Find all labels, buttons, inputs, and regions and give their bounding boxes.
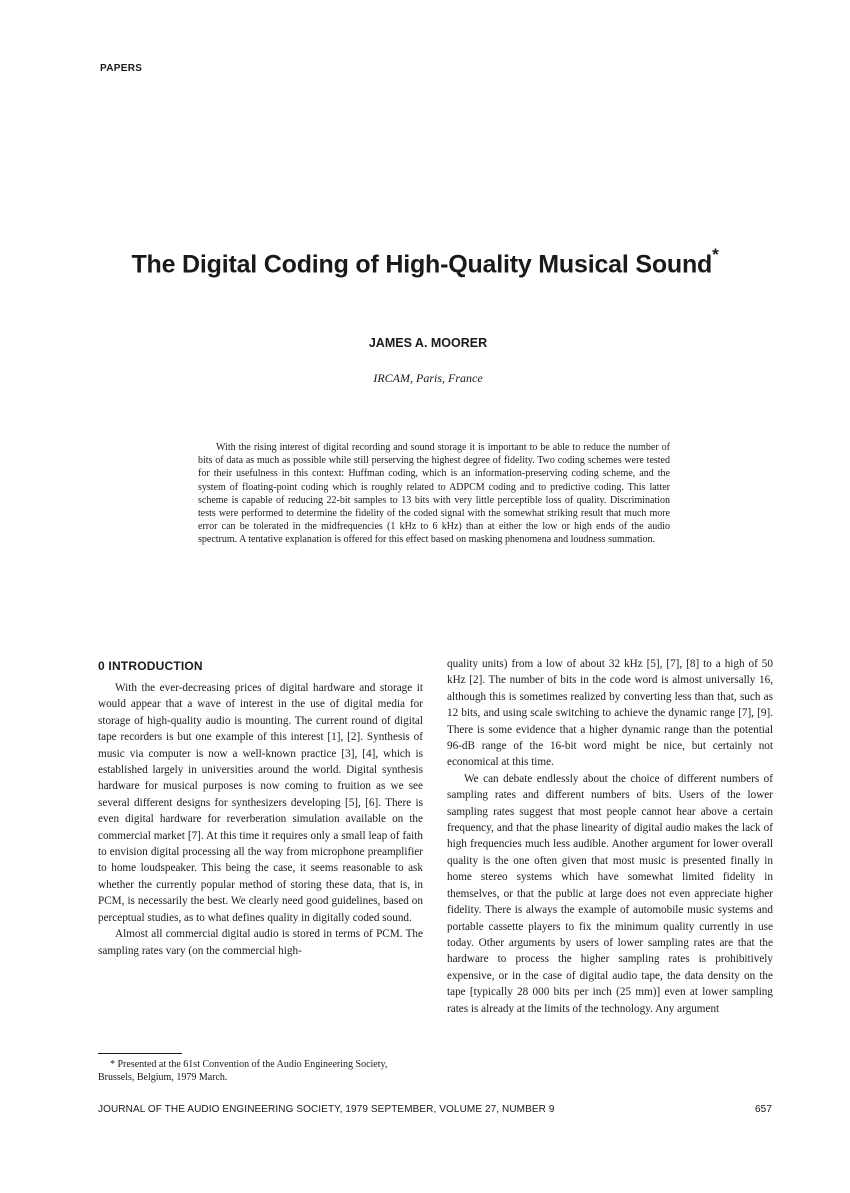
body-paragraph: With the ever-decreasing prices of digital hardware and storage it would appear that a wave of interest in the use of digital media for storage of high-quality audio is mounting. The current round of digital tape recorders is but one example of this interest [1], [2]. Synthesis of music via computer is now a well-known practice [3], [4], which is established largely in universities around the world. Digital synthesis hardware for musical purposes is now coming to fruition as we see several different designs for synthesizers developing [5], [6]. There is even digital hardware for reverberation simulation available on the commercial market [7]. At this time it requires only a small leap of faith to envision digital processing all the way from microphone preamplifier to home loudspeaker. This being the case, it seems reasonable to ask whether the currently popular method of storing these data, that is, in PCM, is necessarily the best. We clearly need good guidelines, based on perceptual studies, as to what defines quality in digitally coded sound. bbox=[98, 682, 423, 924]
journal-citation: JOURNAL OF THE AUDIO ENGINEERING SOCIETY, 1979 SEPTEMBER, VOLUME 27, NUMBER 9 bbox=[98, 1104, 555, 1115]
body-paragraph: Almost all commercial digital audio is stored in terms of PCM. The sampling rates vary (on the commercial high- bbox=[98, 928, 423, 957]
author-name: JAMES A. MOORER bbox=[368, 336, 488, 350]
article-title bbox=[0, 245, 850, 279]
section-heading: 0 INTRODUCTION bbox=[98, 659, 203, 673]
section-label: PAPERS bbox=[100, 63, 143, 74]
body-paragraph: quality units) from a low of about 32 kHz [5], [7], [8] to a high of 50 kHz [2]. The number of bits in the code word is almost universally 16, although this is sometimes realized by converting less than that, such as 12 bits, and using scale switching to achieve the dynamic range [7], [9]. There is some evidence that a higher dynamic range than the potential 96-dB range of the 16-bit word might be nice, but certainly not economical at this time. bbox=[447, 658, 773, 769]
abstract: With the rising interest of digital recording and sound storage it is important to be able to reduce the number of bits of data as much as possible while still perserving the highest degree of fidelity. Two coding schemes were tested for their usefulness in this context: Huffman coding, which is an information-preserving coding scheme, and the system of floating-point coding which is roughly related to ADPCM coding and to predictive coding. This latter scheme is capable of reducing 22-bit samples to 13 bits with very little perceptible loss of quality. Discrimination tests were performed to determine the fidelity of the coded signal with the somewhat striking result that much more error can be tolerated in the midfrequencies (1 kHz to 6 kHz) than at either the low or high ends of the audio spectrum. A tentative explanation is offered for this effect based on masking phenomena and loudness summation. bbox=[198, 442, 670, 546]
left-column bbox=[98, 656, 423, 959]
right-column bbox=[447, 656, 773, 1017]
footnote: * Presented at the 61st Convention of the Audio Engineering Society, Brussels, Belgium, 1979 March. bbox=[98, 1059, 388, 1084]
footnote-divider bbox=[98, 1053, 182, 1054]
body-paragraph: We can debate endlessly about the choice of different numbers of sampling rates and different numbers of bits. Users of the lower sampling rates suggest that most people cannot hear above a certain frequency, and that the phase linearity of digital audio makes the lack of high frequencies much less audible. Another argument for lower overall quality is the one often given that most music is presented finally in home stereo systems which have somewhat limited fidelity in themselves, or that the public at large does not even appreciate higher fidelity. There is always the example of automobile music systems and portable cassette players to fix the minimum quality currently in use today. Other arguments by users of lower sampling rates are that the hardware to process the higher sampling rates is prohibitively expensive, or in the case of digital audio tape, the data density on the tape [typically 28 000 bits per inch (25 mm)] even at lower sampling rates is already at the limits of the technology. Any argument bbox=[447, 772, 773, 1015]
title-footnote-mark: * bbox=[712, 245, 719, 264]
title-text: The Digital Coding of High-Quality Musical Sound bbox=[131, 250, 713, 279]
page-number: 657 bbox=[755, 1104, 772, 1115]
author-affiliation: IRCAM, Paris, France bbox=[373, 371, 483, 385]
